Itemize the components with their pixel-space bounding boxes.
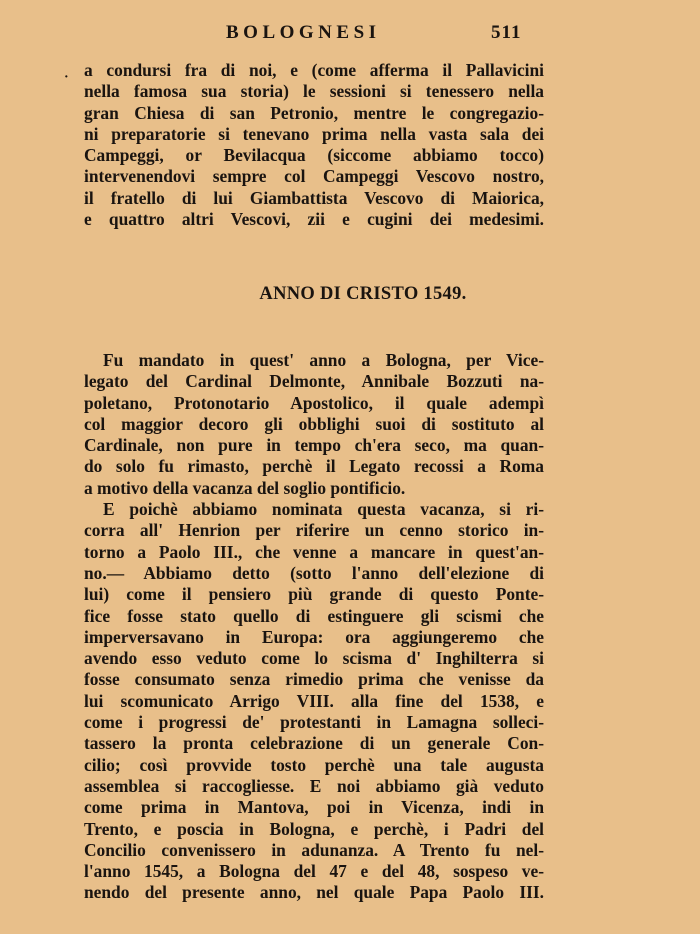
text-line: no.— Abbiamo detto (sotto l'anno dell'elezione di [84, 562, 544, 583]
text-line: torno a Paolo III., che venne a mancare in quest'an- [84, 541, 544, 562]
text-line: a condursi fra di noi, e (come afferma il Pallavicini [84, 60, 544, 80]
text-line: e quattro altri Vescovi, zii e cugini dei medesimi. [84, 209, 544, 230]
text-line: Trento, e poscia in Bologna, e perchè, i Padri del [84, 818, 544, 839]
paragraph-2 [84, 499, 544, 904]
text-line: lui scomunicato Arrigo VIII. alla fine del 1538, e [84, 690, 544, 711]
paragraph-1 [84, 350, 544, 499]
text-line: fosse consumato senza rimedio prima che venisse da [84, 669, 544, 690]
text-line: gran Chiesa di san Petronio, mentre le congregazio- [84, 102, 544, 123]
text-line: intervenendovi sempre col Campeggi Vescovo nostro, [84, 166, 544, 187]
continuation-paragraph [84, 60, 544, 230]
text-line: legato del Cardinal Delmonte, Annibale Bozzuti na- [84, 371, 544, 392]
text-line: fice fosse stato quello di estinguere gli scismi che [84, 605, 544, 626]
page-number: 511 [491, 22, 522, 43]
text-line: nendo del presente anno, nel quale Papa Paolo III. [84, 882, 544, 903]
text-line: E poichè abbiamo nominata questa vacanza, si ri- [103, 499, 544, 520]
text-line: Fu mandato in quest' anno a Bologna, per Vice- [103, 350, 544, 370]
text-line: avendo esso veduto come lo scisma d' Inghilterra si [84, 648, 544, 669]
margin-mark: · [64, 70, 69, 85]
section-heading [0, 284, 700, 305]
text-line: a motivo della vacanza del soglio pontificio. [84, 477, 406, 498]
text-line: poletano, Protonotario Apostolico, il quale adempì [84, 392, 544, 413]
section-heading-text: ANNO DI CRISTO 1549. [259, 284, 467, 304]
text-line: Cardinale, non pure in tempo ch'era seco, ma quan- [84, 435, 544, 456]
body-text [84, 350, 544, 904]
text-line: come i progressi de' protestanti in Lamagna solleci- [84, 712, 544, 733]
text-line: Concilio convenissero in adunanza. A Trento fu nel- [84, 839, 544, 860]
text-line: assemblea si raccogliesse. E noi abbiamo già veduto [84, 775, 544, 796]
text-line: corra all' Henrion per riferire un cenno storico in- [84, 520, 544, 541]
text-line: Campeggi, or Bevilacqua (siccome abbiamo tocco) [84, 145, 544, 166]
text-line: l'anno 1545, a Bologna del 47 e del 48, sospeso ve- [84, 861, 544, 882]
text-line: ni preparatorie si tenevano prima nella vasta sala dei [84, 123, 544, 144]
text-line: col maggior decoro gli obblighi suoi di sostituto al [84, 413, 544, 434]
running-head [0, 22, 700, 48]
text-line: lui) come il pensiero più grande di questo Ponte- [84, 584, 544, 605]
running-title: BOLOGNESI [226, 22, 381, 43]
text-line: cilio; così provvide tosto perchè una tale augusta [84, 754, 544, 775]
text-line: nella famosa sua storia) le sessioni si tenessero nella [84, 81, 544, 102]
text-line: come prima in Mantova, poi in Vicenza, indi in [84, 797, 544, 818]
text-line: il fratello di lui Giambattista Vescovo di Maiorica, [84, 187, 544, 208]
text-line: do solo fu rimasto, perchè il Legato recossi a Roma [84, 456, 544, 477]
text-line: tassero la pronta celebrazione di un generale Con- [84, 733, 544, 754]
text-line: imperversavano in Europa: ora aggiungeremo che [84, 626, 544, 647]
